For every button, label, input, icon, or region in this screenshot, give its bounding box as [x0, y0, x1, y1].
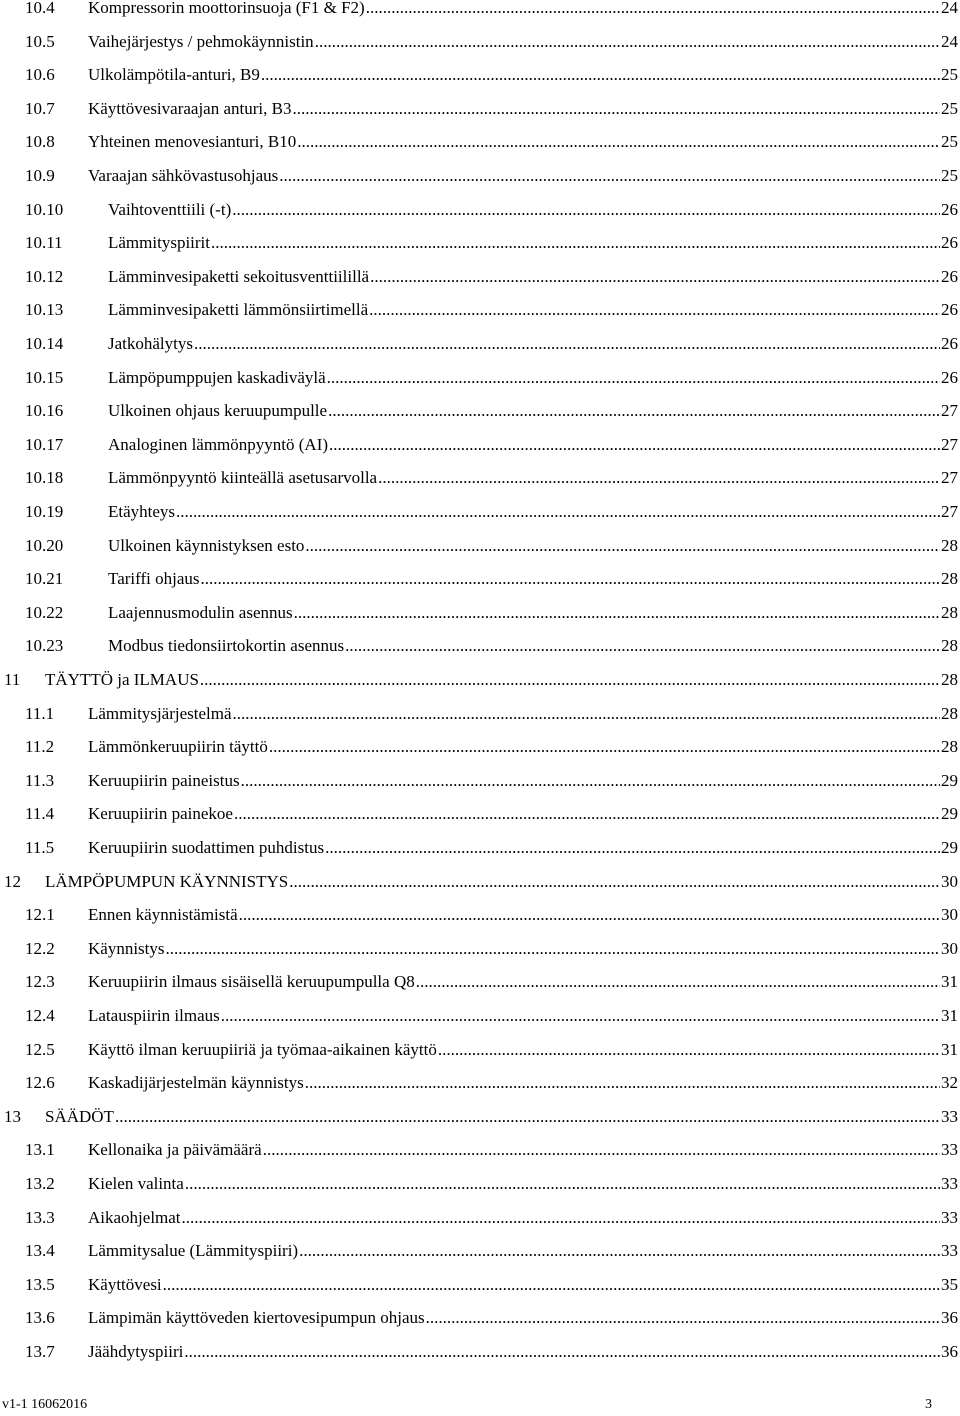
toc-entry-number: 13.7 [25, 1342, 55, 1361]
toc-entry[interactable] [0, 730, 960, 764]
toc-entry-number: 10.22 [25, 602, 64, 622]
toc-entry[interactable] [0, 999, 960, 1033]
toc-entry-number: 12 [4, 871, 21, 891]
toc-entry-line [88, 1133, 958, 1167]
toc-entry[interactable] [0, 159, 960, 193]
toc-entry-title: Keruupiirin ilmaus sisäisellä keruupumpulla Q8 [88, 972, 415, 992]
toc-entry-page: 33 [941, 1207, 958, 1227]
toc-entry-number: 10.17 [25, 434, 64, 454]
toc-entry-line [88, 1335, 958, 1369]
toc-dot-leader [201, 562, 941, 596]
toc-entry[interactable] [0, 92, 960, 126]
toc-entry-title: Etäyhteys [108, 502, 176, 521]
toc-entry-number: 11.5 [25, 838, 55, 857]
toc-entry[interactable] [0, 797, 960, 831]
toc-entry-title: Ulkolämpötila-anturi, B9 [88, 65, 260, 85]
toc-entry-number: 11 [4, 670, 21, 689]
toc-entry-line [108, 327, 958, 361]
toc-entry-page: 25 [941, 166, 958, 185]
toc-entry-title: Jäähdytyspiiri [88, 1342, 184, 1361]
toc-entry-line [88, 932, 958, 966]
toc-entry-title: Lämminvesipaketti lämmönsiirtimellä [108, 300, 369, 320]
toc-entry-title: Varaajan sähkövastusohjaus [88, 166, 279, 185]
toc-entry-title: Ulkoinen ohjaus keruupumpulle [108, 401, 328, 421]
toc-entry-number: 12.1 [25, 905, 55, 925]
toc-dot-leader [163, 1268, 940, 1302]
toc-entry[interactable] [0, 327, 960, 361]
toc-entry-number: 10.12 [25, 266, 64, 286]
toc-entry-line [108, 495, 958, 529]
toc-dot-leader [194, 327, 940, 361]
toc-dot-leader [438, 1033, 940, 1067]
toc-entry[interactable] [0, 1133, 960, 1167]
toc-entry-page: 24 [941, 0, 958, 17]
toc-entry-line [88, 965, 958, 999]
toc-entry-number: 10.23 [25, 636, 64, 656]
toc-entry-line [45, 865, 958, 899]
toc-entry-title: Kaskadijärjestelmän käynnistys [88, 1073, 304, 1093]
toc-entry-page: 25 [941, 132, 958, 152]
toc-dot-leader [263, 1133, 940, 1167]
toc-entry-title: Analoginen lämmönpyyntö (AI) [108, 434, 329, 454]
toc-entry[interactable] [0, 0, 960, 25]
toc-entry-number: 13.1 [25, 1140, 55, 1160]
toc-dot-leader [294, 596, 940, 630]
toc-entry-page: 26 [941, 367, 958, 387]
toc-entry-page: 33 [941, 1140, 958, 1160]
toc-entry-page: 26 [941, 199, 958, 219]
toc-entry-page: 28 [941, 569, 958, 589]
toc-entry[interactable] [0, 1335, 960, 1369]
toc-dot-leader [299, 1234, 940, 1268]
toc-entry-page: 29 [941, 804, 958, 824]
toc-dot-leader [166, 932, 941, 966]
toc-entry-line [88, 92, 958, 126]
toc-entry-line [88, 764, 958, 798]
toc-dot-leader [325, 831, 940, 865]
toc-dot-leader [115, 1100, 940, 1134]
toc-entry[interactable] [0, 428, 960, 462]
toc-dot-leader [378, 461, 940, 495]
toc-entry[interactable] [0, 226, 960, 260]
toc-entry-page: 30 [941, 938, 958, 958]
toc-entry-number: 11.1 [25, 703, 55, 723]
toc-entry-page: 29 [941, 838, 958, 857]
toc-entry[interactable] [0, 461, 960, 495]
toc-entry[interactable] [0, 932, 960, 966]
toc-entry-line [108, 361, 958, 395]
toc-entry-title: TÄYTTÖ ja ILMAUS [45, 670, 199, 689]
toc-entry-title: Latauspiirin ilmaus [88, 1006, 220, 1025]
toc-entry-number: 10.7 [25, 98, 55, 118]
toc-dot-leader [269, 730, 940, 764]
toc-entry[interactable] [0, 596, 960, 630]
toc-entry-page: 26 [941, 334, 958, 353]
toc-entry-title: Keruupiirin paineistus [88, 770, 240, 790]
toc-entry[interactable] [0, 58, 960, 92]
toc-entry-line [88, 999, 958, 1033]
toc-dot-leader [315, 25, 940, 59]
toc-entry-number: 10.21 [25, 569, 64, 589]
toc-entry-line [88, 1268, 958, 1302]
toc-entry-page: 29 [941, 770, 958, 790]
toc-entry-title: SÄÄDÖT [45, 1106, 114, 1126]
toc-entry-number: 13.5 [25, 1274, 55, 1294]
toc-entry-number: 13 [4, 1106, 21, 1126]
toc-entry-title: Käyttö ilman keruupiiriä ja työmaa-aikainen käyttö [88, 1039, 437, 1059]
toc-entry-page: 28 [941, 670, 958, 689]
toc-entry-line [88, 1033, 958, 1067]
toc-entry-number: 11.3 [25, 770, 55, 790]
toc-entry[interactable] [0, 965, 960, 999]
toc-entry-number: 12.2 [25, 938, 55, 958]
toc-entry-number: 10.18 [25, 468, 64, 488]
toc-dot-leader [345, 629, 940, 663]
toc-entry[interactable] [0, 1301, 960, 1335]
toc-entry[interactable] [0, 1167, 960, 1201]
toc-entry-page: 36 [941, 1342, 958, 1361]
toc-entry-page: 31 [941, 1006, 958, 1025]
toc-dot-leader [233, 697, 940, 731]
toc-entry-line [88, 25, 958, 59]
toc-entry-page: 27 [941, 468, 958, 488]
toc-entry-number: 11.4 [25, 804, 55, 824]
toc-entry-line [108, 529, 958, 563]
toc-entry[interactable] [0, 394, 960, 428]
toc-entry-title: Lämmitysjärjestelmä [88, 703, 232, 723]
toc-entry-line [108, 461, 958, 495]
toc-entry-page: 36 [941, 1308, 958, 1328]
toc-dot-leader [200, 663, 940, 697]
toc-entry-line [108, 596, 958, 630]
toc-entry-page: 33 [941, 1174, 958, 1193]
toc-entry-title: Ulkoinen käynnistyksen esto [108, 535, 305, 555]
toc-entry-title: Keruupiirin suodattimen puhdistus [88, 838, 325, 857]
toc-entry[interactable] [0, 1234, 960, 1268]
toc-entry-title: Vaihejärjestys / pehmokäynnistin [88, 31, 314, 51]
toc-entry-line [88, 159, 958, 193]
toc-entry[interactable] [0, 663, 960, 697]
toc-entry-title: Kellonaika ja päivämäärä [88, 1140, 262, 1160]
toc-entry-page: 28 [941, 602, 958, 622]
toc-dot-leader [328, 394, 940, 428]
toc-entry-page: 28 [941, 636, 958, 656]
toc-entry-title: Aikaohjelmat [88, 1207, 181, 1227]
toc-entry-line [88, 1167, 958, 1201]
toc-entry-number: 10.20 [25, 535, 64, 555]
toc-entry-title: Käyttövesivaraajan anturi, B3 [88, 98, 292, 118]
toc-entry-line [88, 797, 958, 831]
toc-entry-line [108, 394, 958, 428]
toc-entry-page: 30 [941, 871, 958, 891]
page-number: 3 [925, 1397, 932, 1412]
toc-entry[interactable] [0, 25, 960, 59]
toc-dot-leader [289, 865, 940, 899]
toc-dot-leader [232, 193, 940, 227]
toc-dot-leader [426, 1301, 940, 1335]
toc-dot-leader [370, 260, 940, 294]
toc-entry[interactable] [0, 562, 960, 596]
toc-entry[interactable] [0, 865, 960, 899]
toc-entry[interactable] [0, 1100, 960, 1134]
toc-entry[interactable] [0, 260, 960, 294]
toc-entry[interactable] [0, 1066, 960, 1100]
toc-entry-number: 12.5 [25, 1039, 55, 1059]
toc-entry-title: Käynnistys [88, 938, 165, 958]
toc-entry-line [88, 1234, 958, 1268]
toc-entry-line [88, 1201, 958, 1235]
toc-dot-leader [239, 898, 940, 932]
toc-entry-number: 10.9 [25, 166, 55, 185]
toc-entry-title: Yhteinen menovesianturi, B10 [88, 132, 297, 152]
toc-entry-title: Lämpöpumppujen kaskadiväylä [108, 367, 326, 387]
toc-dot-leader [366, 0, 940, 25]
toc-entry-line [88, 1066, 958, 1100]
toc-entry-line [108, 293, 958, 327]
toc-entry-number: 10.11 [25, 233, 63, 253]
toc-entry-page: 31 [941, 972, 958, 992]
toc-dot-leader [305, 1066, 940, 1100]
toc-entry-page: 28 [941, 703, 958, 723]
toc-entry-line [45, 663, 958, 697]
toc-entry-title: Jatkohälytys [108, 334, 193, 353]
toc-dot-leader [182, 1201, 940, 1235]
toc-dot-leader [241, 764, 940, 798]
toc-entry-line [108, 260, 958, 294]
toc-entry-title: Kompressorin moottorinsuoja (F1 & F2) [88, 0, 365, 17]
toc-entry-title: Lämmitysalue (Lämmityspiiri) [88, 1241, 299, 1261]
toc-dot-leader [327, 361, 940, 395]
toc-entry-title: Modbus tiedonsiirtokortin asennus [108, 636, 345, 656]
toc-entry-line [108, 629, 958, 663]
toc-dot-leader [292, 92, 940, 126]
toc-entry-number: 13.4 [25, 1241, 55, 1261]
toc-dot-leader [221, 999, 940, 1033]
toc-entry-title: Kielen valinta [88, 1174, 184, 1193]
toc-entry-page: 26 [941, 300, 958, 320]
toc-entry[interactable] [0, 1201, 960, 1235]
toc-entry-number: 13.6 [25, 1308, 55, 1328]
toc-entry-title: LÄMPÖPUMPUN KÄYNNISTYS [45, 871, 289, 891]
toc-entry-line [88, 0, 958, 25]
toc-entry-title: Lämmönpyyntö kiinteällä asetusarvolla [108, 468, 378, 488]
toc-entry-page: 26 [941, 233, 958, 253]
toc-entry-number: 13.2 [25, 1174, 55, 1193]
toc-entry[interactable] [0, 697, 960, 731]
toc-entry-page: 28 [941, 737, 958, 757]
toc-entry-line [88, 1301, 958, 1335]
toc-dot-leader [185, 1167, 940, 1201]
toc-entry-title: Käyttövesi [88, 1274, 162, 1294]
toc-entry-page: 25 [941, 98, 958, 118]
toc-entry-page: 35 [941, 1274, 958, 1294]
toc-dot-leader [211, 226, 940, 260]
toc-entry-number: 10.10 [25, 199, 64, 219]
toc-entry-page: 27 [941, 502, 958, 521]
toc-entry-title: Lämmönkeruupiirin täyttö [88, 737, 268, 757]
toc-entry[interactable] [0, 898, 960, 932]
toc-entry-number: 10.14 [25, 334, 64, 353]
toc-entry[interactable] [0, 629, 960, 663]
toc-entry[interactable] [0, 361, 960, 395]
toc-dot-leader [297, 125, 940, 159]
toc-entry-title: Lämminvesipaketti sekoitusventtiilillä [108, 266, 370, 286]
toc-entry[interactable] [0, 495, 960, 529]
toc-entry-line [88, 730, 958, 764]
toc-entry-page: 27 [941, 434, 958, 454]
toc-entry-number: 13.3 [25, 1207, 55, 1227]
toc-entry[interactable] [0, 125, 960, 159]
toc-entry-title: Keruupiirin painekoe [88, 804, 233, 824]
toc-entry-number: 10.4 [25, 0, 55, 17]
toc-entry-line [108, 193, 958, 227]
toc-entry-line [108, 226, 958, 260]
toc-entry-title: Ennen käynnistämistä [88, 905, 238, 925]
toc-entry-line [108, 428, 958, 462]
toc-entry[interactable] [0, 193, 960, 227]
toc-entry-page: 26 [941, 266, 958, 286]
toc-entry-number: 10.5 [25, 31, 55, 51]
toc-dot-leader [176, 495, 940, 529]
toc-dot-leader [279, 159, 940, 193]
toc-entry-number: 10.8 [25, 132, 55, 152]
toc-entry-page: 25 [941, 65, 958, 85]
toc-entry-line [108, 562, 958, 596]
page-footer [0, 1394, 960, 1416]
toc-entry-number: 12.3 [25, 972, 55, 992]
toc-entry-number: 10.16 [25, 401, 64, 421]
toc-entry-line [88, 58, 958, 92]
toc-entry-title: Tariffi ohjaus [108, 569, 200, 589]
toc-entry-page: 33 [941, 1241, 958, 1261]
toc-entry-line [88, 831, 958, 865]
toc-dot-leader [261, 58, 940, 92]
toc-entry-number: 12.4 [25, 1006, 55, 1025]
toc-dot-leader [305, 529, 940, 563]
toc-entry-page: 32 [941, 1073, 958, 1093]
toc-entry[interactable] [0, 1268, 960, 1302]
toc-entry-number: 11.2 [25, 737, 55, 757]
toc-entry-line [45, 1100, 958, 1134]
toc-dot-leader [369, 293, 940, 327]
toc-entry[interactable] [0, 1033, 960, 1067]
toc-entry-page: 28 [941, 535, 958, 555]
toc-entry-page: 33 [941, 1106, 958, 1126]
toc-entry-title: Lämmityspiirit [108, 233, 210, 253]
toc-entry[interactable] [0, 764, 960, 798]
toc-entry-number: 10.13 [25, 300, 64, 320]
toc-entry-page: 31 [941, 1039, 958, 1059]
toc-entry-title: Vaihtoventtiili (-t) [108, 199, 232, 219]
toc-entry-number: 10.6 [25, 65, 55, 85]
toc-entry[interactable] [0, 529, 960, 563]
toc-entry-page: 30 [941, 905, 958, 925]
toc-entry-page: 24 [941, 31, 958, 51]
toc-entry[interactable] [0, 831, 960, 865]
toc-entry[interactable] [0, 293, 960, 327]
toc-entry-number: 10.19 [25, 502, 64, 521]
toc-entry-number: 12.6 [25, 1073, 55, 1093]
toc-dot-leader [234, 797, 940, 831]
toc-entry-page: 27 [941, 401, 958, 421]
toc-entry-title: Lämpimän käyttöveden kiertovesipumpun ohjaus [88, 1308, 425, 1328]
toc-dot-leader [329, 428, 940, 462]
toc-entry-line [88, 898, 958, 932]
toc-entry-title: Laajennusmodulin asennus [108, 602, 293, 622]
document-version: v1-1 16062016 [2, 1397, 88, 1412]
toc-entry-line [88, 125, 958, 159]
toc-entry-number: 10.15 [25, 367, 64, 387]
toc-dot-leader [184, 1335, 940, 1369]
toc-dot-leader [416, 965, 940, 999]
toc-entry-line [88, 697, 958, 731]
